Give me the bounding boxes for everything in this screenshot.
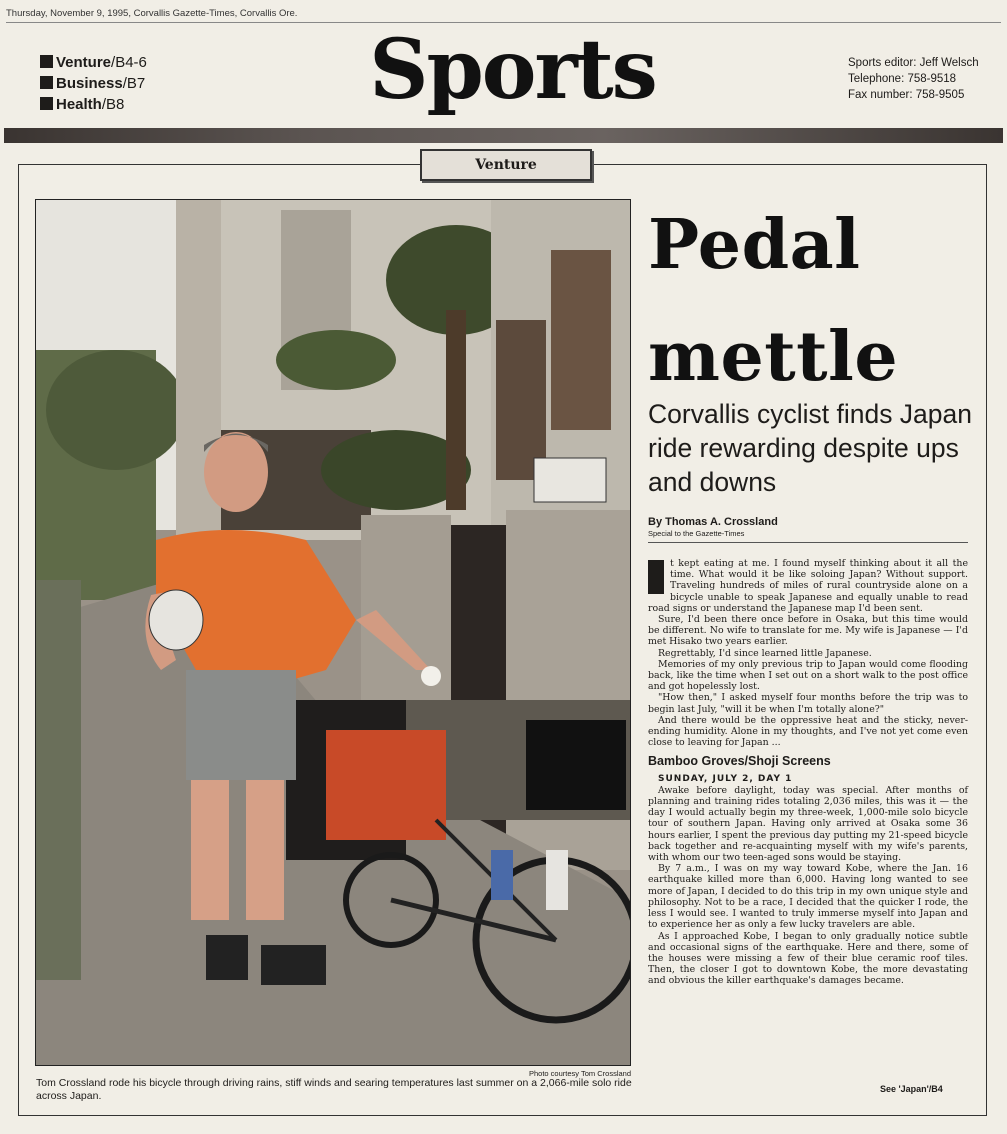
paragraph-2: Sure, I'd been there once before in Osaka, but this time would be different. No wife to translate for me. My wife is Japanese — I'd met Hisako two years earlier. [648, 614, 968, 648]
paragraph-5: "How then," I asked myself four months before the trip was to begin last July, "will it be when I'm totally alone?" [648, 692, 968, 715]
headline [648, 189, 978, 413]
telephone: Telephone: 758-9518 [848, 73, 957, 85]
editor-contact [848, 55, 979, 103]
photo-caption: Tom Crossland rode his bicycle through driving rains, stiff winds and searing temperatures last summer on a 2,066-mile solo ride across Japan. [36, 1077, 632, 1102]
drop-cap-i [648, 560, 664, 594]
photo-credit: Photo courtesy Tom Crossland [529, 1069, 631, 1078]
paragraph-7: Awake before daylight, today was special. After months of planning and training rides totaling 2,036 miles, this was it — the day I would actually begin my three-week, 1,000-mile solo bicycle tour of southern Japan. Having only arrived at Osaka some 36 hours earlier, I spent the previous day putting my 21-speed bicycle back together and re-acquainting myself with my wife's parents, with whom our two teen-aged sons would be staying. [648, 784, 968, 864]
section-band [4, 128, 1003, 143]
venture-tab: Venture [420, 149, 592, 181]
section-title: Sports [369, 22, 656, 118]
paragraph-1: t kept eating at me. I found myself thinking about it all the time. What would it be like soloing Japan? Without support. Traveling hundreds of miles of rural countryside alone on a bicycle unable to speak Japanese and equally unable to read road signs or understand the Japanese map I'd been sent. [648, 558, 968, 614]
jump-reference[interactable]: See 'Japan'/B4 [880, 1084, 943, 1094]
paragraph-8: By 7 a.m., I was on my way toward Kobe, where the Jan. 16 earthquake killed more than 6,000. Having long wanted to see more of Japan, I decided to do this trip in my own unique style and philosophy. Not to be a race, I decided that the quicker I rode, the less I would see. I wanted to truly immerse myself into Japan and to experience her as only a few lucky travelers are able. [648, 863, 968, 931]
paragraph-6: And there would be the oppressive heat and the sticky, never-ending humidity. Alone in my thoughts, and I've not yet come even close to leaving for Japan ... [648, 714, 968, 749]
teaser-venture[interactable]: Venture/B4-6 [40, 52, 147, 73]
subsection-heading: Bamboo Groves/Shoji Screens [648, 754, 831, 769]
feature-photo [35, 199, 631, 1066]
article-body [648, 558, 968, 987]
dayline: SUNDAY, JULY 2, DAY 1 [658, 773, 793, 784]
sports-editor: Sports editor: Jeff Welsch [848, 57, 979, 69]
byline [648, 516, 968, 543]
subhead: Corvallis cyclist finds Japan ride rewarding despite ups and downs [648, 399, 973, 497]
teaser-business[interactable]: Business/B7 [40, 73, 147, 94]
paragraph-4: Memories of my only previous trip to Japan would come flooding back, like the time when I set out on a short walk to the post office and got hopelessly lost. [648, 658, 968, 693]
fax-number: Fax number: 758-9505 [848, 89, 965, 101]
byline-name: By Thomas A. Crossland [648, 516, 778, 528]
headline-line-1: Pedal [648, 205, 861, 285]
paragraph-9: As I approached Kobe, I began to only gradually notice subtle and occasional signs of the earthquake. Here and there, some of the houses were missing a few of their blue ceramic roof tiles. Then, the closer I got to downtown Kobe, the more devastating and obvious the killer earthquake's damages became. [648, 930, 968, 987]
byline-affiliation: Special to the Gazette-Times [648, 529, 968, 543]
headline-line-2: mettle [648, 317, 899, 397]
dateline: Thursday, November 9, 1995, Corvallis Gazette-Times, Corvallis Ore. [6, 8, 298, 19]
teaser-health[interactable]: Health/B8 [40, 94, 147, 115]
paragraph-3: Regrettably, I'd since learned little Japanese. [658, 647, 872, 659]
